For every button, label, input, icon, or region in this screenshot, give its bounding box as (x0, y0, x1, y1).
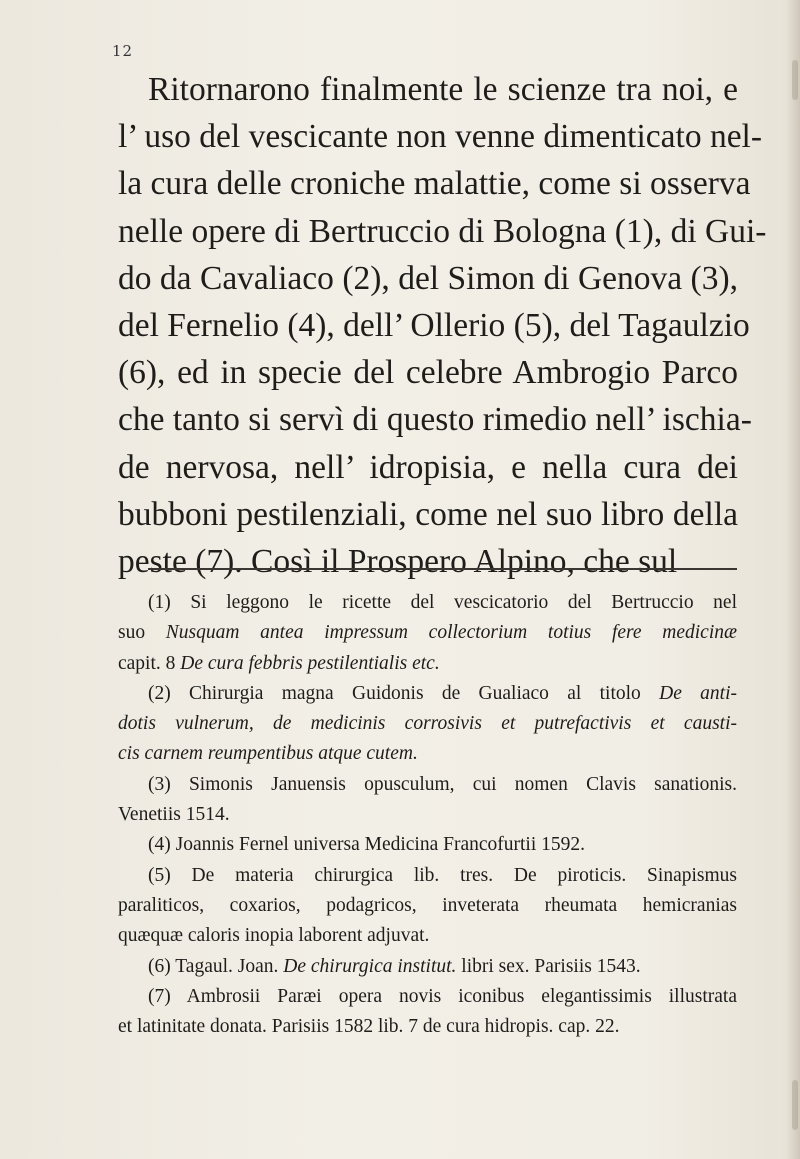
footnote-line (118, 861, 737, 891)
footnote-title: dotis vulnerum, de medicinis corrosivis et putrefactivis et causti- (118, 713, 737, 735)
main-text (118, 66, 767, 585)
footnote-line (118, 952, 737, 982)
footnote-line (118, 679, 737, 709)
footnote-title: Nusquam antea impressum collectorium totius fere medicinæ (165, 622, 737, 644)
footnote-2 (118, 679, 737, 770)
footnote-text: (7) Ambrosii Paræi opera novis iconibus elegantissimis illustrata (148, 985, 737, 1007)
footnote-line (118, 739, 737, 769)
footnote-title: De anti- (659, 682, 737, 704)
text-line: la cura delle croniche malattie, come si osserva (118, 165, 751, 203)
footnote-title: De chirurgica institut. (283, 955, 457, 977)
footnote-line (118, 770, 737, 800)
footnote-text: (6) Tagaul. Joan. (148, 955, 284, 977)
footnote-3 (118, 770, 737, 831)
footnote-line (118, 588, 737, 618)
text-line: de nervosa, nell’ idropisia, e nella cura dei (118, 448, 738, 486)
footnote-text: suo (118, 622, 166, 644)
footnote-line (118, 830, 737, 860)
footnote-4 (118, 830, 737, 860)
text-line: peste (7). Così il Prospero Alpino, che sul (118, 542, 678, 580)
text-line: (6), ed in specie del celebre Ambrogio Parco (118, 354, 738, 392)
footnote-divider (148, 568, 737, 570)
footnote-line (118, 649, 737, 679)
footnote-title: cis carnem reumpentibus atque cutem. (118, 743, 418, 765)
text-line: che tanto si servì di questo rimedio nell’ ischia- (118, 401, 752, 439)
margin-smudge (792, 1080, 798, 1130)
footnote-7 (118, 982, 737, 1043)
footnote-6 (118, 952, 737, 982)
footnote-text: (4) Joannis Fernel universa Medicina Francofurtii 1592. (148, 834, 586, 856)
margin-smudge (792, 60, 798, 100)
footnote-text: libri sex. Parisiis 1543. (456, 955, 641, 977)
text-line: del Fernelio (4), dell’ Ollerio (5), del Tagaulzio (118, 306, 750, 344)
footnote-line (118, 982, 737, 1012)
footnote-title: De cura febbris pestilentialis etc. (180, 652, 440, 674)
footnotes (118, 588, 737, 1042)
footnote-line (118, 1012, 737, 1042)
text-line: bubboni pestilenziali, come nel suo libro della (118, 495, 738, 533)
text-line: l’ uso del vescicante non venne dimenticato nel- (118, 118, 763, 156)
footnote-text: (2) Chirurgia magna Guidonis de Gualiaco al titolo (148, 682, 660, 704)
text-line: Ritornarono finalmente le scienze tra noi, e (148, 71, 738, 108)
footnote-1 (118, 588, 737, 679)
text-line: do da Cavaliaco (2), del Simon di Genova (3), (118, 259, 738, 297)
footnote-text: paraliticos, coxarios, podagricos, inveterata rheumata hemicranias (118, 894, 737, 916)
footnote-5 (118, 861, 737, 952)
footnote-text: (3) Simonis Januensis opusculum, cui nomen Clavis sanationis. (148, 773, 737, 795)
page-edge-shadow (786, 0, 800, 1159)
footnote-text: capit. 8 (118, 652, 181, 674)
footnote-text: quæquæ caloris inopia laborent adjuvat. (118, 925, 430, 947)
footnote-line (118, 800, 737, 830)
footnote-line (118, 709, 737, 739)
page-number: 12 (112, 42, 134, 60)
footnote-line (118, 618, 737, 648)
footnote-line (118, 891, 737, 921)
footnote-text: et latinitate donata. Parisiis 1582 lib. 7 de cura hidropis. cap. 22. (118, 1016, 620, 1038)
footnote-text: (5) De materia chirurgica lib. tres. De piroticis. Sinapismus (148, 864, 737, 886)
footnote-text: (1) Si leggono le ricette del vescicatorio del Bertruccio nel (148, 592, 737, 613)
footnote-line (118, 921, 737, 951)
text-line: nelle opere di Bertruccio di Bologna (1), di Gui- (118, 212, 767, 250)
footnote-text: Venetiis 1514. (118, 804, 230, 826)
